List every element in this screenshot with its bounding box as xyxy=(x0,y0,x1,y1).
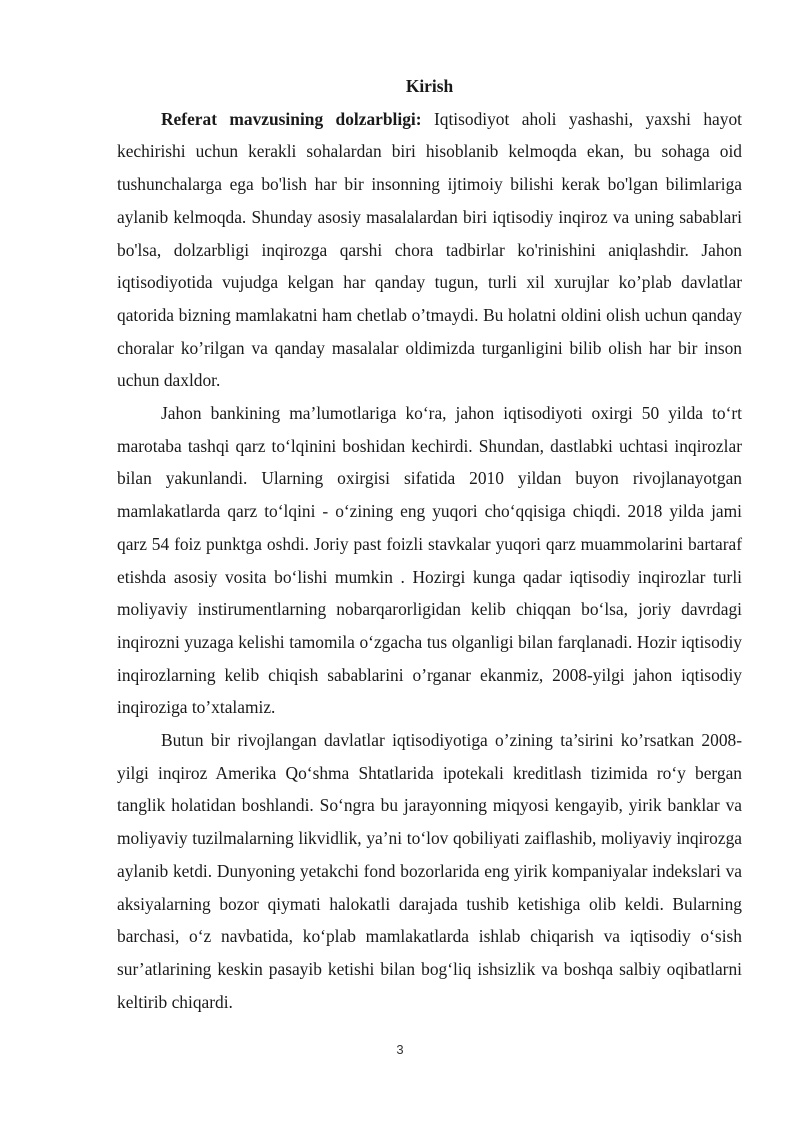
page-number: 3 xyxy=(396,1042,404,1057)
paragraph-world-bank: Jahon bankining ma’lumotlariga ko‘ra, jahon iqtisodiyoti oxirgi 50 yilda to‘rt marotaba tashqi qarz to‘lqinini boshidan kechirdi. Shundan, dastlabki uchtasi inqirozlar bilan yakunlandi. Ularning oxirgisi sifatida 2010 yildan buyon rivojlanayotgan mamlakatlarda qarz to‘lqini - o‘zining eng yuqori cho‘qqisiga chiqdi. 2018 yilda jami qarz 54 foiz punktga oshdi. Joriy past foizli stavkalar yuqori qarz muammolarini bartaraf etishda asosiy vosita bo‘lishi mumkin . Hozirgi kunga qadar iqtisodiy inqirozlar turli moliyaviy instirumentlarning nobarqarorligidan kelib chiqqan bo‘lsa, joriy davrdagi inqirozni yuzaga kelishi tamomila o‘zgacha tus olganligi bilan farqlanadi. Hozir iqtisodiy inqirozlarning kelib chiqish sabablarini o’rganar ekanmiz, 2008-yilgi jahon iqtisodiy inqiroziga to’xtalamiz. xyxy=(117,403,742,718)
paragraph-lead: Referat mavzusining dolzarbligi: xyxy=(161,108,422,129)
section-heading: Kirish xyxy=(405,76,454,96)
document-body xyxy=(117,70,742,1018)
paragraph-relevance xyxy=(117,103,742,397)
paragraph-2008-crisis: Butun bir rivojlangan davlatlar iqtisodiyotiga o’zining ta’sirini ko’rsatkan 2008- yilgi inqiroz Amerika Qo‘shma Shtatlarida ipotekali kreditlash tizimida ro‘y bergan tanglik holatidan boshlandi. So‘ngra bu jarayonning miqyosi kengayib, yirik banklar va moliyaviy tuzilmalarning likvidlik, ya’ni to‘lov qobiliyati zaiflashib, moliyaviy inqirozga aylanib ketdi. Dunyoning yetakchi fond bozorlarida eng yirik kompaniyalar indekslari va aksiyalarning bozor qiymati halokatli darajada tushib ketishiga olib keldi. Bularning barchasi, o‘z navbatida, ko‘plab mamlakatlarda ishlab chiqarish va iqtisodiy o‘sish sur’atlarining keskin pasayib ketishi bilan bog‘liq ishsizlik va boshqa salbiy oqibatlarni keltirib chiqardi. xyxy=(117,730,742,1012)
paragraph-text: Iqtisodiyot aholi yashashi, yaxshi hayot kechirishi uchun kerakli sohalardan biri hisoblanib kelmoqda ekan, bu sohaga oid tushunchalarga ega bo'lish har bir insonning ijtimoiy bilishi kerak bo'lgan bilimlariga aylanib kelmoqda. Shunday asosiy masalalardan biri iqtisodiy inqiroz va uning sabablari bo'lsa, dolzarbligi inqirozga qarshi chora tadbirlar ko'rinishini aniqlashdir. Jahon iqtisodiyotida vujudga kelgan har qanday tugun, turli xil xurujlar ko’plab davlatlar qatorida bizning mamlakatni ham chetlab o’tmaydi. Bu holatni oldini olish uchun qanday choralar ko’rilgan va qanday masalalar oldimizda turganligini bilib olish har bir inson uchun daxldor. xyxy=(117,108,743,391)
